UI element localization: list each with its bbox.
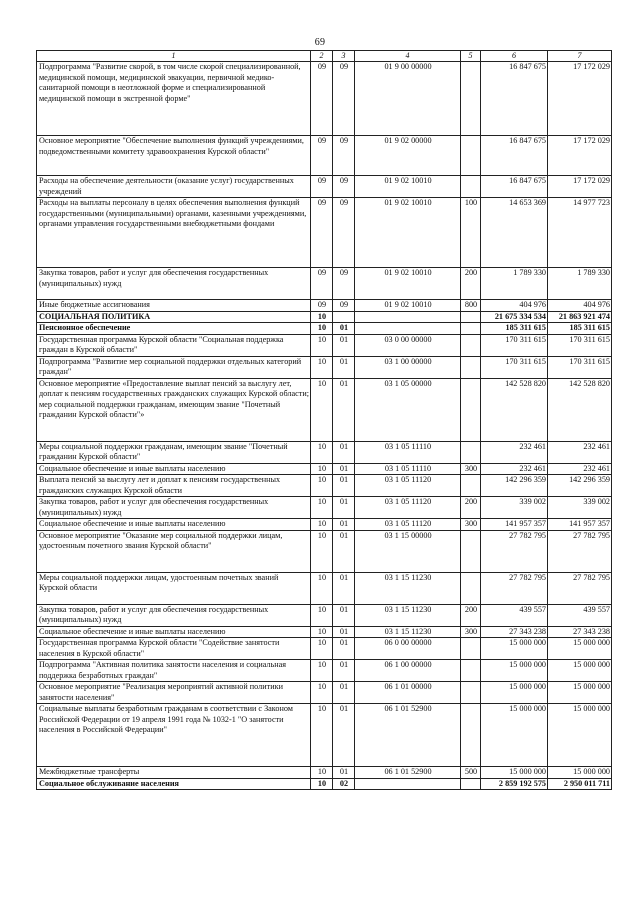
subsection-code: 01 bbox=[333, 519, 355, 531]
section-code: 09 bbox=[311, 62, 333, 136]
target-article-code: 06 0 00 00000 bbox=[355, 638, 461, 660]
section-code: 10 bbox=[311, 323, 333, 335]
amount-year-2: 232 461 bbox=[548, 463, 612, 475]
table-row bbox=[37, 463, 612, 475]
expense-type-code bbox=[461, 704, 481, 767]
target-article-code: 03 1 05 11120 bbox=[355, 475, 461, 497]
table-row bbox=[37, 660, 612, 682]
header-col-2: 2 bbox=[311, 51, 333, 62]
amount-year-1: 15 000 000 bbox=[481, 682, 548, 704]
row-name: Социальное обеспечение и иные выплаты населению bbox=[37, 463, 311, 475]
target-article-code: 03 0 00 00000 bbox=[355, 334, 461, 356]
page-number: 69 bbox=[314, 37, 326, 48]
subsection-code: 01 bbox=[333, 323, 355, 335]
expense-type-code: 200 bbox=[461, 497, 481, 519]
amount-year-2: 1 789 330 bbox=[548, 268, 612, 300]
row-name: Основное мероприятие "Обеспечение выполнения функций учреждениями, подведомственными комитету здравоохранения Курской области" bbox=[37, 136, 311, 176]
target-article-code: 03 1 15 11230 bbox=[355, 626, 461, 638]
amount-year-1: 185 311 615 bbox=[481, 323, 548, 335]
section-code: 10 bbox=[311, 626, 333, 638]
section-code: 10 bbox=[311, 660, 333, 682]
subsection-code: 01 bbox=[333, 767, 355, 779]
amount-year-2: 14 977 723 bbox=[548, 198, 612, 268]
amount-year-2: 15 000 000 bbox=[548, 767, 612, 779]
amount-year-2: 141 957 357 bbox=[548, 519, 612, 531]
expense-type-code bbox=[461, 136, 481, 176]
subsection-code: 09 bbox=[333, 62, 355, 136]
expense-type-code bbox=[461, 356, 481, 378]
amount-year-1: 15 000 000 bbox=[481, 704, 548, 767]
subsection-code: 09 bbox=[333, 136, 355, 176]
expense-type-code bbox=[461, 334, 481, 356]
amount-year-1: 339 002 bbox=[481, 497, 548, 519]
header-col-5: 5 bbox=[461, 51, 481, 62]
expense-type-code: 200 bbox=[461, 268, 481, 300]
table-row bbox=[37, 682, 612, 704]
expense-type-code: 300 bbox=[461, 463, 481, 475]
amount-year-1: 16 847 675 bbox=[481, 136, 548, 176]
row-name: Выплата пенсий за выслугу лет и доплат к пенсиям государственных гражданских служащих Курской области bbox=[37, 475, 311, 497]
section-code: 09 bbox=[311, 300, 333, 312]
row-name: Пенсионное обеспечение bbox=[37, 323, 311, 335]
expense-type-code bbox=[461, 323, 481, 335]
subsection-code: 01 bbox=[333, 378, 355, 441]
expense-type-code bbox=[461, 311, 481, 323]
section-code: 10 bbox=[311, 356, 333, 378]
row-name: Основное мероприятие "Оказание мер социальной поддержки лицам, удостоенным почетного звания Курской области" bbox=[37, 530, 311, 572]
section-code: 10 bbox=[311, 378, 333, 441]
amount-year-2: 142 296 359 bbox=[548, 475, 612, 497]
row-name: Закупка товаров, работ и услуг для обеспечения государственных (муниципальных) нужд bbox=[37, 497, 311, 519]
table-row bbox=[37, 519, 612, 531]
amount-year-2: 339 002 bbox=[548, 497, 612, 519]
target-article-code: 06 1 00 00000 bbox=[355, 660, 461, 682]
table-row bbox=[37, 268, 612, 300]
row-name: Социальное обеспечение и иные выплаты населению bbox=[37, 519, 311, 531]
section-code: 09 bbox=[311, 268, 333, 300]
expense-type-code bbox=[461, 441, 481, 463]
header-col-1: 1 bbox=[37, 51, 311, 62]
header-col-3: 3 bbox=[333, 51, 355, 62]
amount-year-2: 439 557 bbox=[548, 604, 612, 626]
row-name: Подпрограмма "Развитие мер социальной поддержки отдельных категорий граждан" bbox=[37, 356, 311, 378]
expense-type-code: 100 bbox=[461, 198, 481, 268]
amount-year-2: 27 782 795 bbox=[548, 572, 612, 604]
table-row bbox=[37, 572, 612, 604]
row-name: СОЦИАЛЬНАЯ ПОЛИТИКА bbox=[37, 311, 311, 323]
section-code: 10 bbox=[311, 638, 333, 660]
budget-table bbox=[36, 50, 612, 790]
amount-year-2: 170 311 615 bbox=[548, 334, 612, 356]
amount-year-1: 27 343 238 bbox=[481, 626, 548, 638]
amount-year-2: 17 172 029 bbox=[548, 176, 612, 198]
row-name: Основное мероприятие «Предоставление выплат пенсий за выслугу лет, доплат к пенсиям государственных гражданских служащих Курской области; мер социальной поддержки гражданам, имеющим звание "Почетный гражданин Курской области"» bbox=[37, 378, 311, 441]
amount-year-1: 15 000 000 bbox=[481, 767, 548, 779]
amount-year-1: 16 847 675 bbox=[481, 176, 548, 198]
amount-year-1: 27 782 795 bbox=[481, 572, 548, 604]
target-article-code: 01 9 02 10010 bbox=[355, 268, 461, 300]
amount-year-1: 170 311 615 bbox=[481, 334, 548, 356]
amount-year-1: 16 847 675 bbox=[481, 62, 548, 136]
subsection-code: 01 bbox=[333, 463, 355, 475]
target-article-code: 03 1 05 11120 bbox=[355, 519, 461, 531]
row-name: Закупка товаров, работ и услуг для обеспечения государственных (муниципальных) нужд bbox=[37, 604, 311, 626]
table-row bbox=[37, 300, 612, 312]
table-row bbox=[37, 176, 612, 198]
amount-year-1: 15 000 000 bbox=[481, 660, 548, 682]
subsection-code: 01 bbox=[333, 441, 355, 463]
expense-type-code: 500 bbox=[461, 767, 481, 779]
section-code: 10 bbox=[311, 463, 333, 475]
row-name: Меры социальной поддержки лицам, удостоенным почетных званий Курской области bbox=[37, 572, 311, 604]
row-name: Государственная программа Курской области "Содействие занятости населения в Курской области" bbox=[37, 638, 311, 660]
table-row bbox=[37, 767, 612, 779]
target-article-code: 01 9 02 10010 bbox=[355, 176, 461, 198]
subsection-code: 01 bbox=[333, 682, 355, 704]
subsection-code: 01 bbox=[333, 638, 355, 660]
target-article-code: 03 1 05 11110 bbox=[355, 463, 461, 475]
target-article-code: 06 1 01 00000 bbox=[355, 682, 461, 704]
amount-year-2: 15 000 000 bbox=[548, 638, 612, 660]
target-article-code: 03 1 05 00000 bbox=[355, 378, 461, 441]
section-code: 10 bbox=[311, 778, 333, 790]
header-col-7: 7 bbox=[548, 51, 612, 62]
section-code: 10 bbox=[311, 572, 333, 604]
amount-year-1: 170 311 615 bbox=[481, 356, 548, 378]
table-row bbox=[37, 378, 612, 441]
target-article-code bbox=[355, 778, 461, 790]
amount-year-1: 232 461 bbox=[481, 441, 548, 463]
subsection-code: 09 bbox=[333, 176, 355, 198]
section-code: 09 bbox=[311, 176, 333, 198]
row-name: Иные бюджетные ассигнования bbox=[37, 300, 311, 312]
row-name: Социальное обеспечение и иные выплаты населению bbox=[37, 626, 311, 638]
target-article-code: 01 9 02 00000 bbox=[355, 136, 461, 176]
amount-year-2: 404 976 bbox=[548, 300, 612, 312]
table-row bbox=[37, 334, 612, 356]
subsection-code: 01 bbox=[333, 530, 355, 572]
amount-year-2: 15 000 000 bbox=[548, 704, 612, 767]
target-article-code: 03 1 15 11230 bbox=[355, 572, 461, 604]
amount-year-2: 21 863 921 474 bbox=[548, 311, 612, 323]
table-body bbox=[37, 62, 612, 790]
expense-type-code bbox=[461, 638, 481, 660]
row-name: Основное мероприятие "Реализация мероприятий активной политики занятости населения" bbox=[37, 682, 311, 704]
table-row bbox=[37, 441, 612, 463]
table-row bbox=[37, 198, 612, 268]
amount-year-1: 27 782 795 bbox=[481, 530, 548, 572]
expense-type-code: 300 bbox=[461, 519, 481, 531]
section-code: 09 bbox=[311, 136, 333, 176]
expense-type-code: 200 bbox=[461, 604, 481, 626]
target-article-code: 01 9 02 10010 bbox=[355, 198, 461, 268]
table-row bbox=[37, 626, 612, 638]
amount-year-1: 15 000 000 bbox=[481, 638, 548, 660]
section-code: 10 bbox=[311, 497, 333, 519]
row-name: Закупка товаров, работ и услуг для обеспечения государственных (муниципальных) нужд bbox=[37, 268, 311, 300]
row-name: Социальное обслуживание населения bbox=[37, 778, 311, 790]
target-article-code: 06 1 01 52900 bbox=[355, 704, 461, 767]
table-row bbox=[37, 638, 612, 660]
amount-year-1: 14 653 369 bbox=[481, 198, 548, 268]
subsection-code: 09 bbox=[333, 300, 355, 312]
header-col-6: 6 bbox=[481, 51, 548, 62]
amount-year-2: 170 311 615 bbox=[548, 356, 612, 378]
table-row bbox=[37, 604, 612, 626]
amount-year-2: 142 528 820 bbox=[548, 378, 612, 441]
table-row bbox=[37, 356, 612, 378]
target-article-code bbox=[355, 323, 461, 335]
expense-type-code bbox=[461, 378, 481, 441]
target-article-code bbox=[355, 311, 461, 323]
subsection-code: 01 bbox=[333, 475, 355, 497]
expense-type-code bbox=[461, 62, 481, 136]
expense-type-code: 800 bbox=[461, 300, 481, 312]
expense-type-code bbox=[461, 660, 481, 682]
row-name: Подпрограмма "Развитие скорой, в том числе скорой специализированной, медицинской помощи, медицинской эвакуации, первичной медико-санитарной помощи в неотложной форме и специализированной медицинской помощи в экстренной форме" bbox=[37, 62, 311, 136]
expense-type-code bbox=[461, 682, 481, 704]
expense-type-code bbox=[461, 572, 481, 604]
amount-year-2: 2 950 011 711 bbox=[548, 778, 612, 790]
target-article-code: 01 9 02 10010 bbox=[355, 300, 461, 312]
amount-year-1: 404 976 bbox=[481, 300, 548, 312]
amount-year-2: 17 172 029 bbox=[548, 136, 612, 176]
subsection-code bbox=[333, 311, 355, 323]
table-row bbox=[37, 778, 612, 790]
row-name: Расходы на выплаты персоналу в целях обеспечения выполнения функций государственными (муниципальными) органами, казенными учреждениями, органами управления государственными внебюджетными фондами bbox=[37, 198, 311, 268]
table-row bbox=[37, 311, 612, 323]
amount-year-2: 27 343 238 bbox=[548, 626, 612, 638]
target-article-code: 01 9 00 00000 bbox=[355, 62, 461, 136]
section-code: 10 bbox=[311, 441, 333, 463]
subsection-code: 01 bbox=[333, 604, 355, 626]
section-code: 10 bbox=[311, 530, 333, 572]
table-row bbox=[37, 497, 612, 519]
row-name: Государственная программа Курской области "Социальная поддержка граждан в Курской области" bbox=[37, 334, 311, 356]
amount-year-1: 142 528 820 bbox=[481, 378, 548, 441]
section-code: 10 bbox=[311, 311, 333, 323]
expense-type-code bbox=[461, 176, 481, 198]
amount-year-2: 17 172 029 bbox=[548, 62, 612, 136]
row-name: Межбюджетные трансферты bbox=[37, 767, 311, 779]
table-row bbox=[37, 136, 612, 176]
header-col-4: 4 bbox=[355, 51, 461, 62]
target-article-code: 03 1 15 11230 bbox=[355, 604, 461, 626]
row-name: Расходы на обеспечение деятельности (оказание услуг) государственных учреждений bbox=[37, 176, 311, 198]
row-name: Меры социальной поддержки гражданам, имеющим звание "Почетный гражданин Курской области" bbox=[37, 441, 311, 463]
amount-year-1: 21 675 334 534 bbox=[481, 311, 548, 323]
section-code: 09 bbox=[311, 198, 333, 268]
subsection-code: 01 bbox=[333, 704, 355, 767]
expense-type-code: 300 bbox=[461, 626, 481, 638]
amount-year-2: 232 461 bbox=[548, 441, 612, 463]
section-code: 10 bbox=[311, 704, 333, 767]
target-article-code: 03 1 05 11120 bbox=[355, 497, 461, 519]
section-code: 10 bbox=[311, 604, 333, 626]
target-article-code: 03 1 00 00000 bbox=[355, 356, 461, 378]
amount-year-1: 2 859 192 575 bbox=[481, 778, 548, 790]
expense-type-code bbox=[461, 778, 481, 790]
section-code: 10 bbox=[311, 475, 333, 497]
section-code: 10 bbox=[311, 767, 333, 779]
section-code: 10 bbox=[311, 334, 333, 356]
amount-year-1: 232 461 bbox=[481, 463, 548, 475]
row-name: Социальные выплаты безработным гражданам в соответствии с Законом Российской Федерации от 19 апреля 1991 года № 1032-1 "О занятости населения в Российской Федерации" bbox=[37, 704, 311, 767]
table-row bbox=[37, 323, 612, 335]
row-name: Подпрограмма "Активная политика занятости населения и социальная поддержка безработных граждан" bbox=[37, 660, 311, 682]
amount-year-2: 15 000 000 bbox=[548, 682, 612, 704]
target-article-code: 03 1 05 11110 bbox=[355, 441, 461, 463]
subsection-code: 01 bbox=[333, 356, 355, 378]
amount-year-1: 141 957 357 bbox=[481, 519, 548, 531]
amount-year-2: 15 000 000 bbox=[548, 660, 612, 682]
table-row bbox=[37, 62, 612, 136]
subsection-code: 09 bbox=[333, 198, 355, 268]
table-row bbox=[37, 475, 612, 497]
amount-year-1: 1 789 330 bbox=[481, 268, 548, 300]
section-code: 10 bbox=[311, 682, 333, 704]
subsection-code: 01 bbox=[333, 497, 355, 519]
table-row bbox=[37, 704, 612, 767]
amount-year-2: 27 782 795 bbox=[548, 530, 612, 572]
subsection-code: 01 bbox=[333, 660, 355, 682]
section-code: 10 bbox=[311, 519, 333, 531]
target-article-code: 03 1 15 00000 bbox=[355, 530, 461, 572]
expense-type-code bbox=[461, 530, 481, 572]
subsection-code: 09 bbox=[333, 268, 355, 300]
subsection-code: 02 bbox=[333, 778, 355, 790]
target-article-code: 06 1 01 52900 bbox=[355, 767, 461, 779]
subsection-code: 01 bbox=[333, 572, 355, 604]
header-row bbox=[37, 51, 612, 62]
subsection-code: 01 bbox=[333, 626, 355, 638]
expense-type-code bbox=[461, 475, 481, 497]
amount-year-1: 142 296 359 bbox=[481, 475, 548, 497]
subsection-code: 01 bbox=[333, 334, 355, 356]
amount-year-2: 185 311 615 bbox=[548, 323, 612, 335]
amount-year-1: 439 557 bbox=[481, 604, 548, 626]
table-row bbox=[37, 530, 612, 572]
